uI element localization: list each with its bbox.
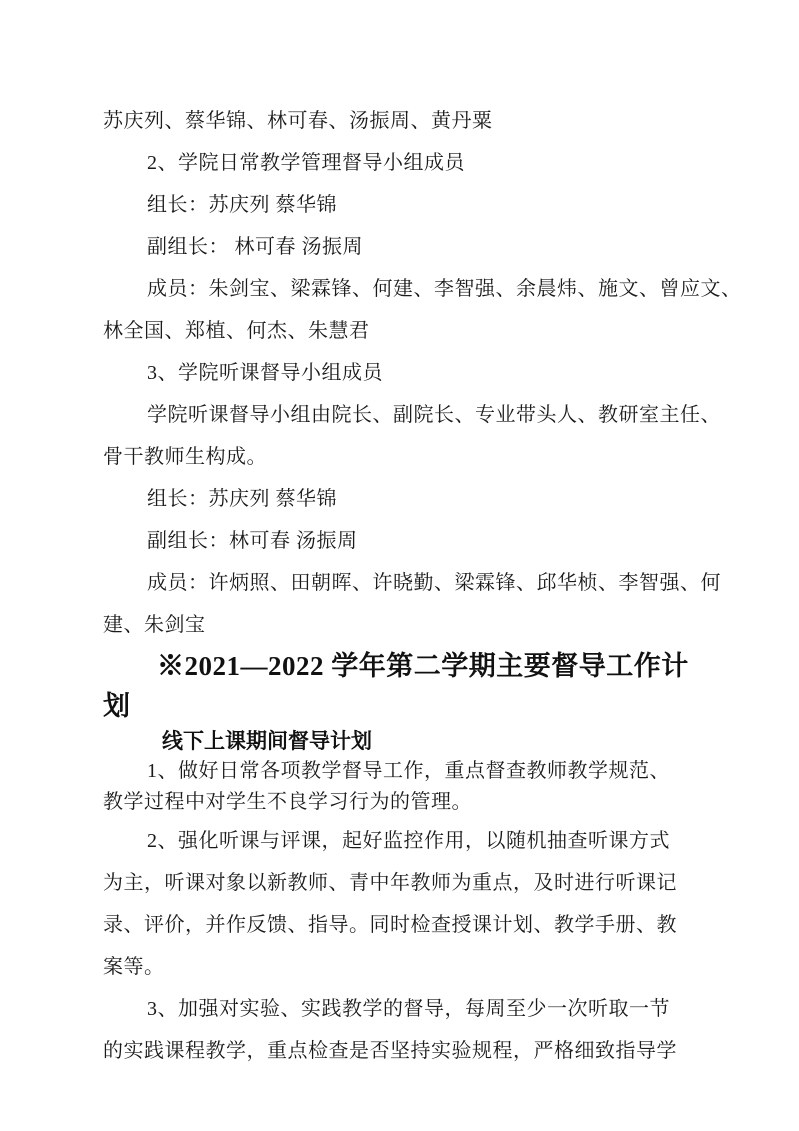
text-line-members: 成员：朱剑宝、梁霖锋、何建、李智强、余晨炜、施文、曾应文、 <box>147 278 742 300</box>
plan-item-2: 2、强化听课与评课，起好监控作用，以随机抽查听课方式 <box>147 830 670 852</box>
text-line: 教学过程中对学生不良学习行为的管理。 <box>103 791 472 813</box>
text-line-vice-leader: 副组长： 林可春 汤振周 <box>147 236 363 258</box>
text-line: 案等。 <box>103 956 165 978</box>
document-body <box>103 100 742 1072</box>
text-line: 学院听课督导小组由院长、副院长、专业带头人、教研室主任、 <box>147 404 721 426</box>
list-item-group-2: 2、学院日常教学管理督导小组成员 <box>147 152 465 174</box>
text-line: 的实践课程教学，重点检查是否坚持实验规程，严格细致指导学 <box>103 1040 677 1062</box>
plan-item-3: 3、加强对实验、实践教学的督导，每周至少一次听取一节 <box>147 998 670 1020</box>
text-line: 录、评价，并作反馈、指导。同时检查授课计划、教学手册、教 <box>103 914 677 936</box>
plan-item-1: 1、做好日常各项教学督导工作，重点督查教师教学规范、 <box>147 760 670 782</box>
text-line: 骨干教师生构成。 <box>103 446 267 468</box>
text-line: 林全国、郑植、何杰、朱慧君 <box>103 320 370 342</box>
text-line: 建、朱剑宝 <box>103 614 206 636</box>
plan-subtitle: 线下上课期间督导计划 <box>162 729 372 753</box>
text-line-members: 成员：许炳照、田朝晖、许晓勤、梁霖锋、邱华桢、李智强、何 <box>147 572 721 594</box>
text-line-leader: 组长：苏庆列 蔡华锦 <box>147 194 337 216</box>
text-line-vice-leader: 副组长：林可春 汤振周 <box>147 530 358 552</box>
list-item-group-3: 3、学院听课督导小组成员 <box>147 362 383 384</box>
text-line: 为主，听课对象以新教师、青中年教师为重点，及时进行听课记 <box>103 872 677 894</box>
plan-title: ※2021—2022 学年第二学期主要督导工作计划 <box>103 651 689 721</box>
text-line: 苏庆列、蔡华锦、林可春、汤振周、黄丹粟 <box>103 110 493 132</box>
text-line-leader: 组长：苏庆列 蔡华锦 <box>147 488 337 510</box>
